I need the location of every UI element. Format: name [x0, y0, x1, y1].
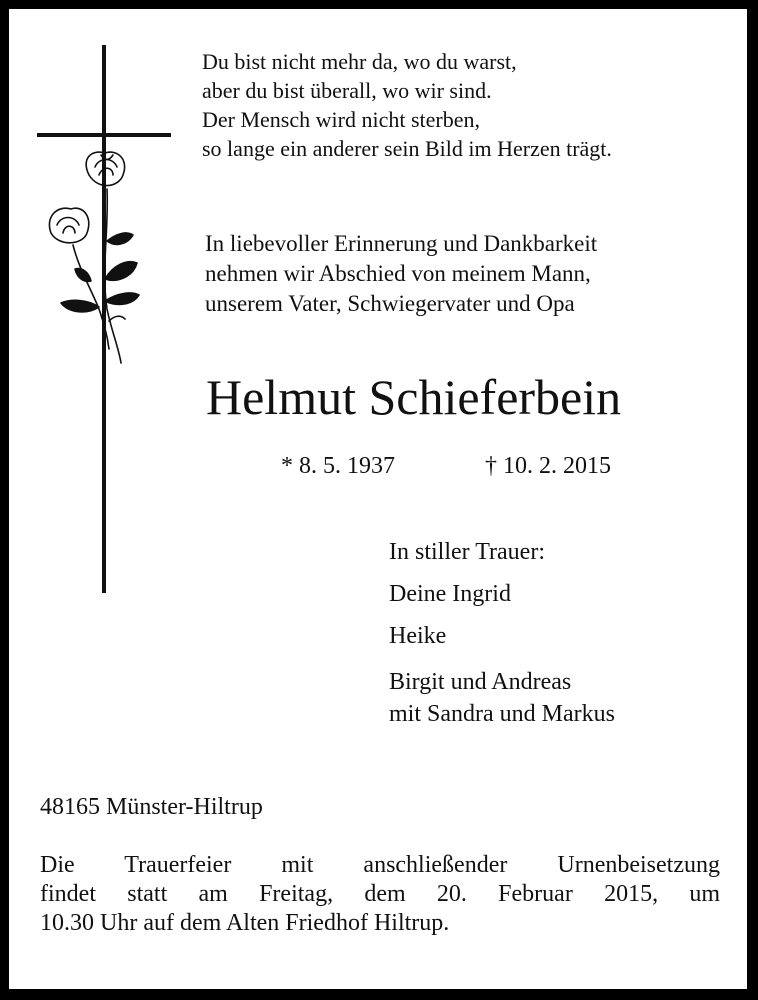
cross-with-rose: [9, 9, 209, 609]
family-member: Birgit und Andreas: [389, 669, 572, 695]
rose-icon: [49, 152, 139, 363]
intro-text: [205, 229, 735, 319]
obituary-notice: [9, 9, 747, 989]
ceremony-line: 10.30 Uhr auf dem Alten Friedhof Hiltrup.: [40, 910, 450, 936]
family-member: Heike: [389, 623, 447, 649]
intro-line: In liebevoller Erinnerung und Dankbarkeit: [205, 231, 598, 256]
family-member: Deine Ingrid: [389, 581, 511, 607]
family-member: mit Sandra und Markus: [389, 701, 615, 727]
poem-line: aber du bist überall, wo wir sind.: [202, 78, 492, 103]
birth-date: * 8. 5. 1937: [281, 453, 395, 479]
ceremony-line: Die Trauerfeier mit anschließender Urnenbeisetzung: [40, 852, 720, 878]
death-date: † 10. 2. 2015: [485, 453, 611, 479]
ceremony-info: [40, 851, 720, 938]
poem: [202, 47, 732, 163]
mourning-heading: In stiller Trauer:: [389, 539, 545, 565]
deceased-name: Helmut Schieferbein: [206, 369, 622, 425]
intro-line: nehmen wir Abschied von meinem Mann,: [205, 261, 591, 286]
cross-icon: [37, 45, 171, 593]
city: 48165 Münster-Hiltrup: [40, 794, 263, 820]
mourning-family: [389, 536, 739, 730]
intro-line: unserem Vater, Schwiegervater und Opa: [205, 291, 575, 316]
poem-line: Der Mensch wird nicht sterben,: [202, 107, 480, 132]
poem-line: so lange ein anderer sein Bild im Herzen trägt.: [202, 136, 612, 161]
ceremony-line: findet statt am Freitag, dem 20. Februar 2015, um: [40, 881, 720, 907]
poem-line: Du bist nicht mehr da, wo du warst,: [202, 49, 517, 74]
